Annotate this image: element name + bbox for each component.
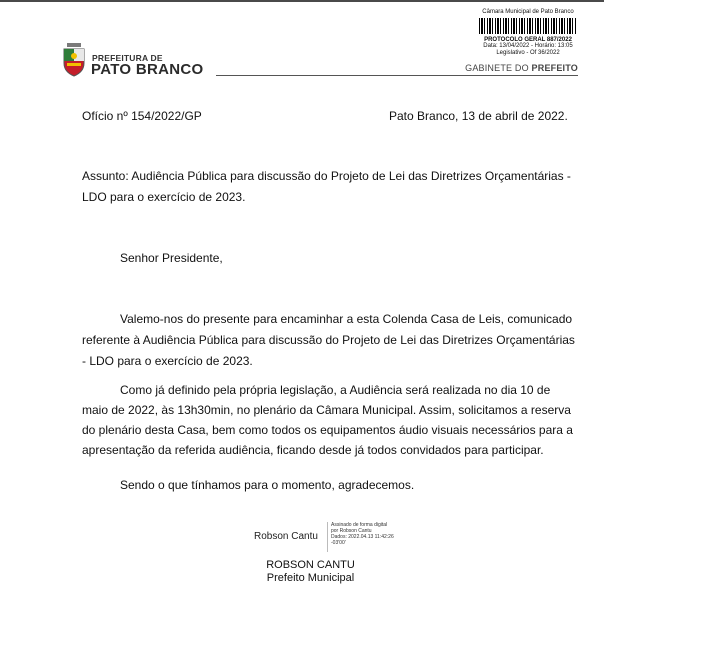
signatory-name: ROBSON CANTU <box>266 559 355 571</box>
subject-line-2: LDO para o exercício de 2023. <box>82 190 246 204</box>
paragraph-2-line-3: do plenário desta Casa, bem como todos os equipamentos áudio visuais necessários para a <box>82 423 573 437</box>
cabinet-label: GABINETE DO PREFEITO <box>465 63 578 73</box>
signature-divider <box>327 522 328 552</box>
brand-name: PATO BRANCO <box>91 61 204 78</box>
digital-signature-name: Robson Cantu <box>254 531 318 542</box>
coat-of-arms-icon <box>62 43 86 77</box>
barcode-icon <box>479 18 577 34</box>
brand-prefix: PREFEITURA DE <box>92 53 163 63</box>
signatory-block <box>254 559 367 585</box>
paragraph-1-line-3: - LDO para o exercício de 2023. <box>82 354 253 368</box>
stamp-title: Câmara Municipal de Pato Branco <box>482 9 574 15</box>
greeting: Senhor Presidente, <box>120 251 223 265</box>
letter-reference: Ofício nº 154/2022/GP <box>82 109 202 123</box>
signatory-role: Prefeito Municipal <box>266 572 355 584</box>
stamp-date: Data: 13/04/2022 - Horário: 13:05 <box>483 43 573 49</box>
paragraph-2-line-2: maio de 2022, às 13h30min, no plenário da Câmara Municipal. Assim, solicitamos a reserva <box>82 403 571 417</box>
subject-line-1: Assunto: Audiência Pública para discussão do Projeto de Lei das Diretrizes Orçamentárias - <box>82 169 571 183</box>
paragraph-2-line-1: Como já definido pela própria legislação, a Audiência será realizada no dia 10 de <box>120 383 551 397</box>
stamp-protocol: PROTOCOLO GERAL 887/2022 <box>484 36 572 43</box>
paragraph-2-line-4: apresentação da referida audiência, ficando desde já todos convidados para participar. <box>82 443 544 457</box>
top-border <box>0 0 604 2</box>
stamp-origin: Legislativo - Of 36/2022 <box>496 49 560 56</box>
closing: Sendo o que tínhamos para o momento, agradecemos. <box>120 478 415 492</box>
letter-place-date: Pato Branco, 13 de abril de 2022. <box>389 109 568 123</box>
header-rule <box>216 75 578 76</box>
paragraph-1-line-1: Valemo-nos do presente para encaminhar a esta Colenda Casa de Leis, comunicado <box>120 312 573 326</box>
paragraph-1-line-2: referente à Audiência Pública para discussão do Projeto de Lei das Diretrizes Orçamentárias <box>82 333 575 347</box>
digital-signature-metadata: Assinado de forma digital por Robson Cantu Dados: 2022.04.13 11:42:26 -03'00' <box>331 522 394 546</box>
protocol-stamp <box>474 9 582 56</box>
